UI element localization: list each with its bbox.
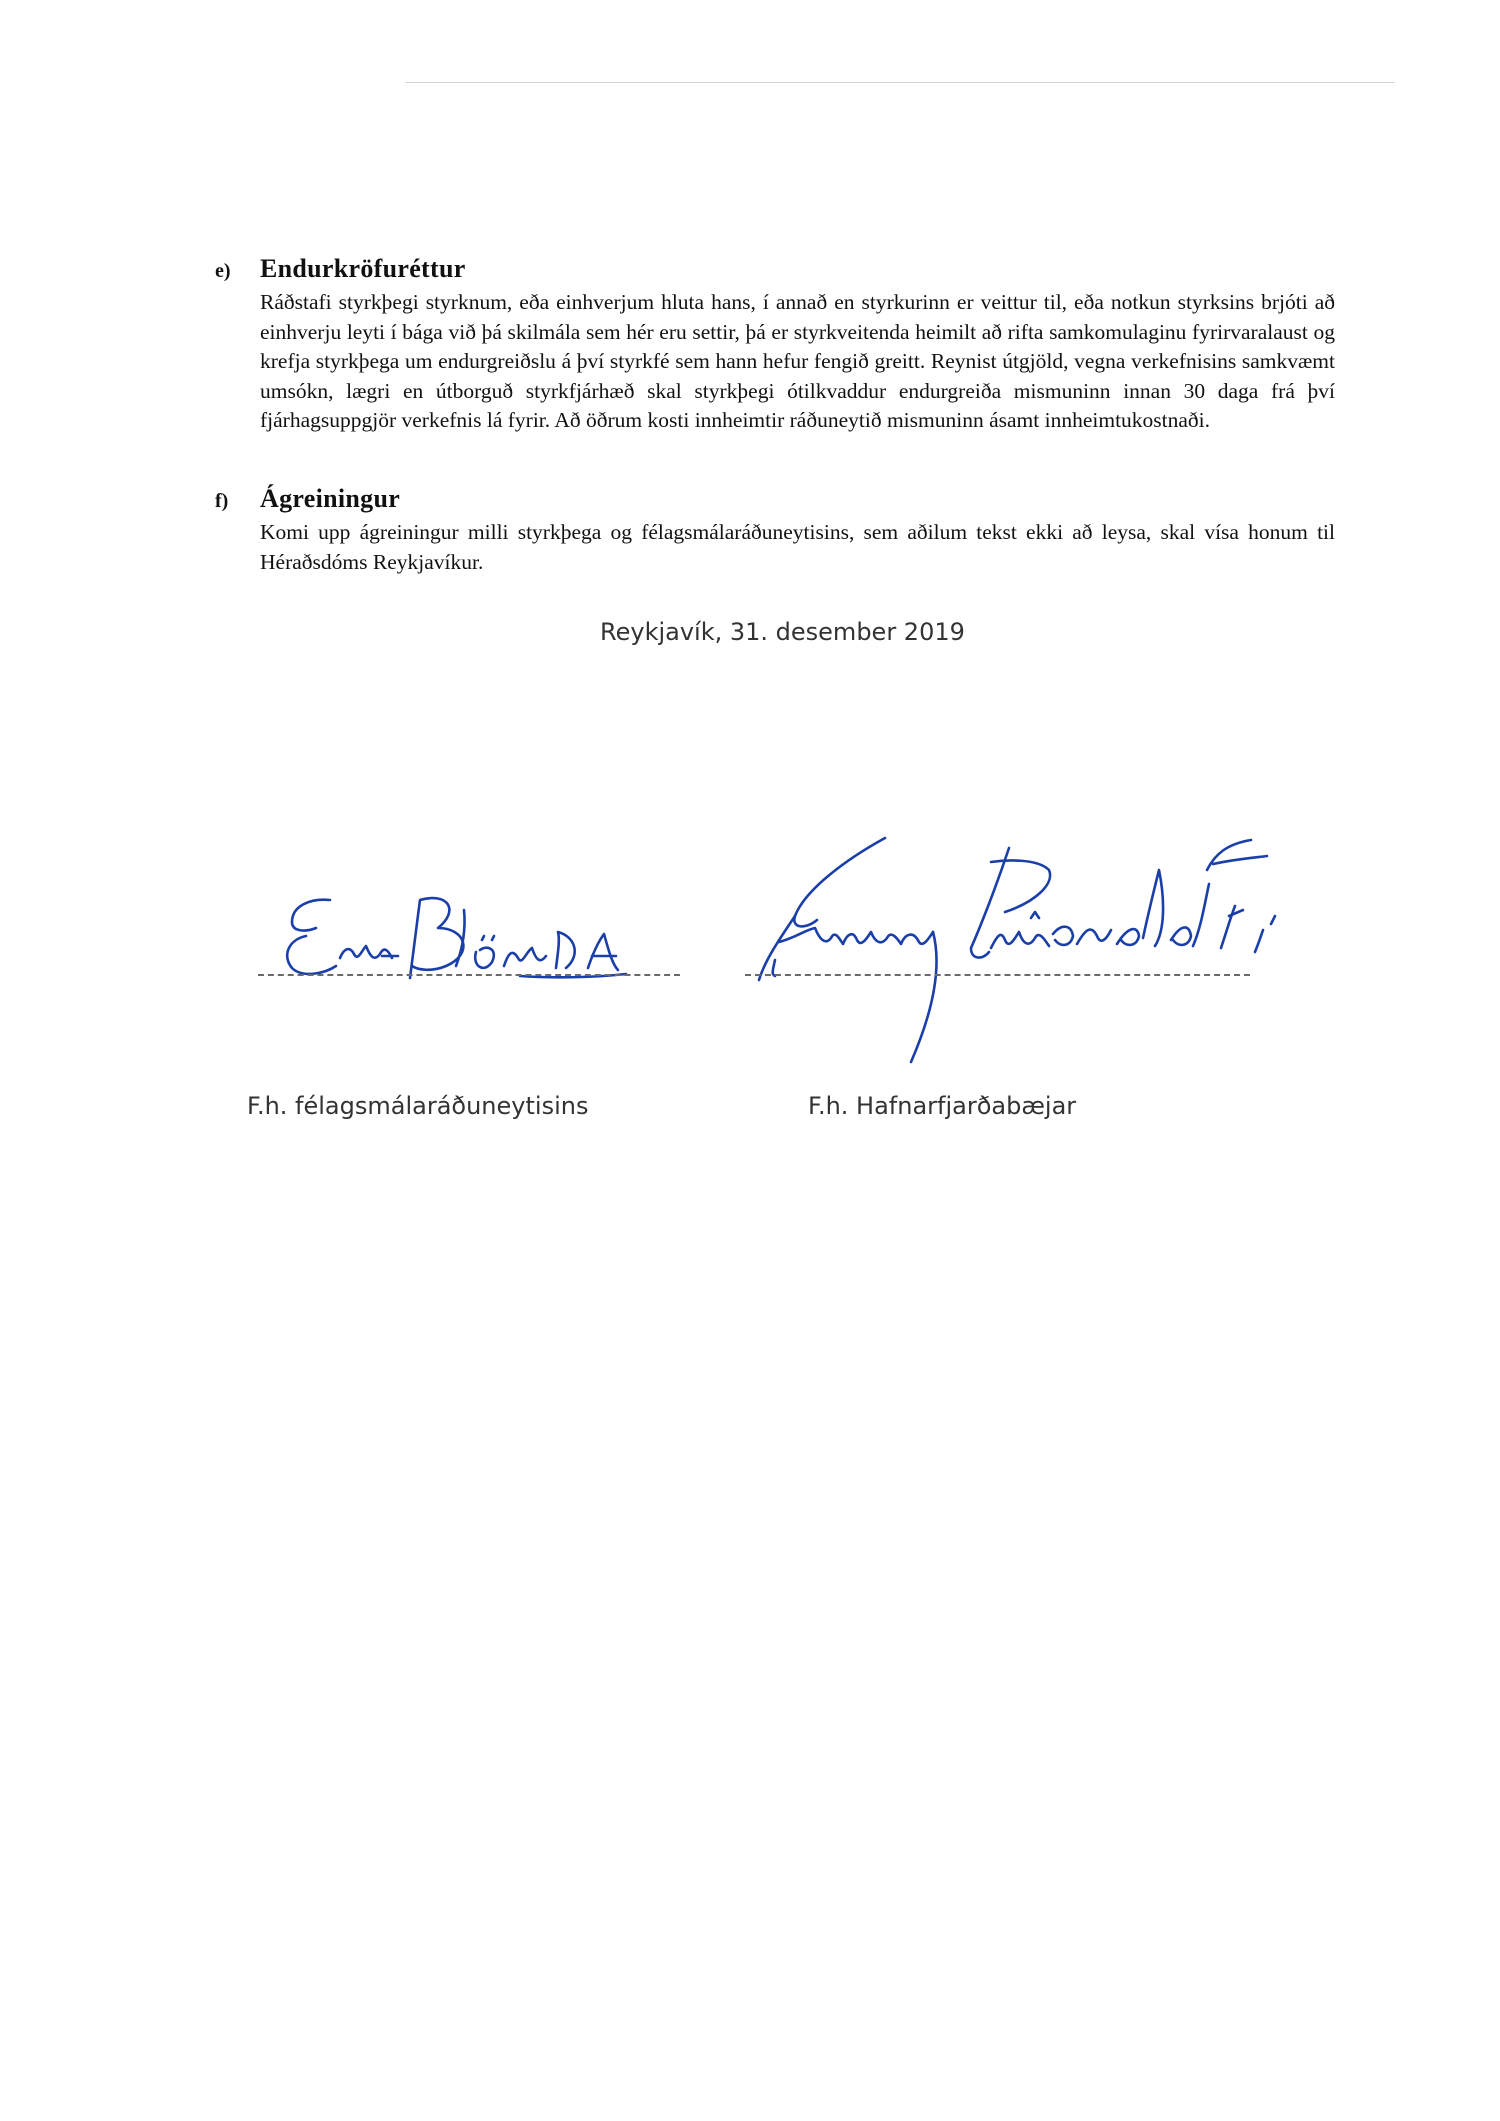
section-title: Ágreiningur <box>260 484 401 513</box>
section-body: Ráðstafi styrkþegi styrknum, eða einhverjum hluta hans, í annað en styrkurinn er veittur til, eða notkun styrksins brjóti að einhverju leyti í bága við þá skilmála sem hér eru settir, þá er styrkveitenda heimilt að rifta samkomulaginu fyrirvaralaust og krefja styrkþega um endurgreiðslu á því styrkfé sem hann hefur fengið greitt. Reynist útgjöld, vegna verkefnisins samkvæmt umsókn, lægri en útborguð styrkfjárhæð skal styrkþegi ótilkvaddur endurgreiða mismuninn innan 30 daga frá því fjárhagsuppgjör verkefnis lá fyrir. Að öðrum kosti innheimtir ráðuneytið mismuninn ásamt innheimtukostnaði. <box>260 290 1335 432</box>
signature-line-left <box>258 974 680 976</box>
section-letter: e) <box>215 260 231 282</box>
section-heading <box>215 484 1335 518</box>
section-title: Endurkröfuréttur <box>260 254 466 283</box>
signature-left <box>270 870 630 1000</box>
section-agreiningur <box>215 484 1335 577</box>
section-letter: f) <box>215 490 229 512</box>
signer-label-left: F.h. félagsmálaráðuneytisins <box>247 1092 589 1120</box>
section-endurkrofurettur <box>215 254 1335 436</box>
section-heading <box>215 254 1335 288</box>
signature-line-right <box>745 974 1250 976</box>
place-and-date: Reykjavík, 31. desember 2019 <box>600 618 965 646</box>
page-header-rule <box>405 82 1395 83</box>
section-body: Komi upp ágreiningur milli styrkþega og félagsmálaráðuneytisins, sem aðilum tekst ekki að leysa, skal vísa honum til Héraðsdóms Reykjavíkur. <box>260 520 1335 574</box>
signer-label-right: F.h. Hafnarfjarðabæjar <box>808 1092 1077 1120</box>
signature-right <box>735 820 1375 1080</box>
